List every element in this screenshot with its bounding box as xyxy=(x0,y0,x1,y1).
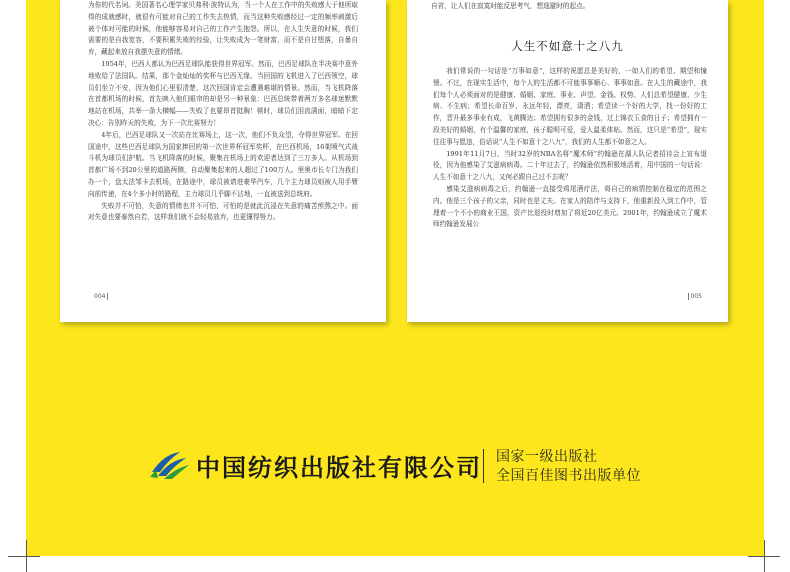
left-paragraph-1: 为你的代名词。美国著名心理学家贝弗利·波特认为，当一个人在工作中的失败感大于他所取得的成就感时，就很有可能对自己的工作失去热情，而当这种失败感经过一定的频率刺激后被个体对可能的时候，他能够容易对自己的工作产生抱怨。所以，在人生失意的时候，我们需要的是自我宽容，不要积累失败的经验，让失败成为一笔财富，而不是自甘堕落，自暴自弃，藏起来放自我摆失意的情绪。 xyxy=(88,1,358,57)
chapter-title: 人生不如意十之八九 xyxy=(511,39,624,53)
right-page xyxy=(407,0,728,322)
right-paragraph-2: 1991年11月7日，当时32岁的NBA名将“魔术师”约翰逊在湖人队记者招待会上宣布退役，因为他感染了艾滋病病毒。二十年过去了，约翰逊依然积极地活着，用中国的一句话说：人生不如意十之八九，又何必跟自己过不去呢？ xyxy=(433,149,707,182)
publisher-logo-icon xyxy=(150,450,190,480)
footer-divider xyxy=(483,449,484,483)
crop-mark xyxy=(748,556,780,557)
left-page-text xyxy=(88,0,358,224)
left-page-number xyxy=(94,293,110,300)
tagline-line-2: 全国百佳图书出版单位 xyxy=(496,468,641,484)
crop-mark xyxy=(8,556,40,557)
right-page-number-text: 005 xyxy=(690,293,702,300)
left-paragraph-4: 失败并不可怕，失意的情绪也并不可怕，可怕的是就此沉浸在失意的痛苦煎熬之中。面对失意也要泰然自若，这样我们就不会轻易放弃，也更懂得努力。 xyxy=(88,201,358,222)
left-page xyxy=(60,0,386,322)
left-paragraph-3: 4年后，巴西足球队又一次站在比赛场上，这一次，他们不负众望，夺得世界冠军。在回国途中，这些巴西足球队为国家捧回的第一次世界杯冠军奖杯，在巴西机场，16架喷气式战斗机为球员们护航。当飞机降落的时候，聚集在机场上的欢迎者达到了三万多人。从机场到首都广场不到20公里的道路两侧，自动聚集起来的人超过了100万人。里奥市长专门为我们办一个，盘太法邹卡去机场，在路途中，球员被请进豪华汽车，几个主力球员则被人用手臂向前传递，在4个多小时的路程，主力球员几乎脚不沾地，一直被送到总统府。 xyxy=(88,130,358,198)
right-paragraph-1: 我们常说的一句话是“万事如意”，这样的祝愿总是美好的，一如人们的希望、期望和憧憬。不过，在现实生活中，每个人的生活都不可能事事顺心、事事如意。在人生的藏途中，我们每个人必须面对的是健康、婚姻、家庭、事业、声望、金钱、权势。人们总希望健康、少生病、不生病；希望长命百岁，永远年轻，漂亮，潇洒；希望读一个好的大学，找一份好的工作，晋升最多事业有成，飞黄腾达；希望拥有很多的金钱，过上锦衣玉食的日子；希望拥有一段美好的婚姻，有个温馨的家庭，孩子聪明可爱，爱人温柔体贴。然而，这只是“希望”，现实往往事与愿违，俗话说“人生不如意十之八九”，我们的人生都不如意之人。 xyxy=(433,67,707,146)
left-page-number-text: 004 xyxy=(94,293,106,300)
publisher-name: 中国纺织出版社有限公司 xyxy=(196,454,482,482)
folio-bar xyxy=(107,293,108,300)
right-page-number xyxy=(686,293,702,300)
right-paragraph-3: 感染艾滋病病毒之后，约翰逊一直接受鸡尾酒疗法，将自己的病情控制在稳定的范围之内。他是三个孩子的父亲，同时也是丈夫。在家人的陪伴与支持下，他重新投入到工作中，管理着一个不小的商业王国，资产比退役时增加了将近20亿美元。2001年，约翰逊成立了魔术师约翰逊发展公 xyxy=(433,184,707,229)
left-paragraph-2: 1954年，巴西人都认为巴西足球队能获得世界冠军。然而，巴西足球队在半决赛中意外地败给了法国队。结果，那个金灿灿的奖杯与巴西无缘。当回国的飞机进入了巴西领空，球员们坐立不安，因为他们心里很清楚，这次回国肯定会遭遇难堪的情景。然而，当飞机降落在首都机场的时候，首先映入他们眼帘的却是另一种景象：巴西总统带着两万多名球迷默默地站在机场，共举一条大横幅——失败了也要昂首挺胸！顿时，球员们泪流满面，暗暗下定决心：告别昨天的失败，为下一次比赛努力！ xyxy=(88,59,358,127)
right-page-top-line: 自省，让人们在寂寞时能反思考气，想逸避时的起点。 xyxy=(431,2,590,10)
tagline-line-1: 国家一级出版社 xyxy=(496,449,598,465)
right-page-text xyxy=(433,66,707,231)
folio-bar xyxy=(688,293,689,300)
